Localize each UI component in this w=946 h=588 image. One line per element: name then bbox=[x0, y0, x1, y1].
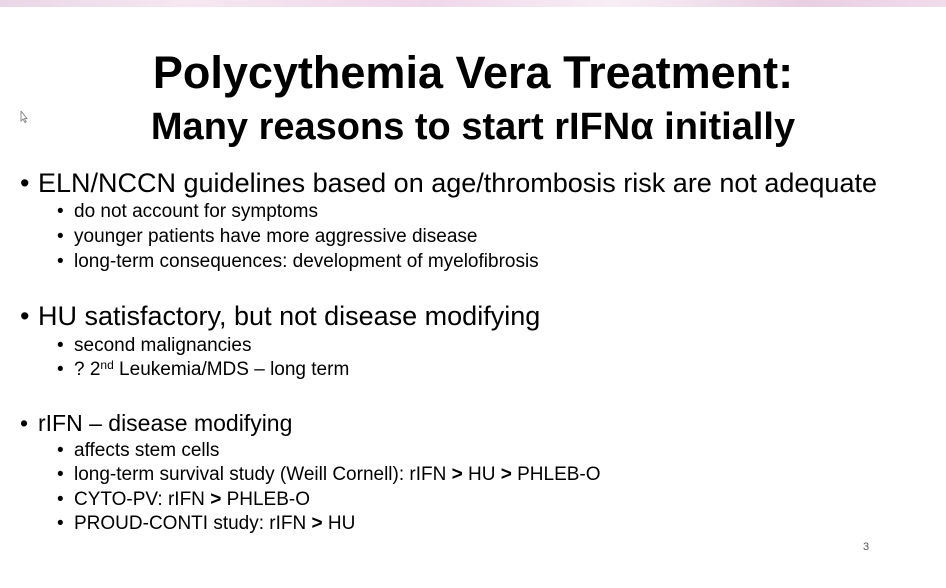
bullet-eln-nccn bbox=[20, 168, 877, 199]
slide-title bbox=[0, 47, 946, 148]
bullet-text: younger patients have more aggressive disease bbox=[74, 226, 478, 247]
bullet-dot: • bbox=[57, 226, 64, 247]
sub-bullet-second-malignancies bbox=[57, 335, 251, 357]
sub-bullet-younger-patients bbox=[57, 226, 477, 248]
sub-bullet-stem-cells bbox=[57, 440, 219, 462]
slide-page-number: 3 bbox=[863, 541, 870, 553]
bullet-hu-satisfactory bbox=[20, 301, 540, 332]
bullet-dot: • bbox=[57, 201, 64, 222]
top-decorative-strip bbox=[0, 0, 946, 7]
bullet-rifn-disease-modifying bbox=[20, 410, 292, 437]
comparison-text: CYTO-PV: rIFN bbox=[74, 489, 211, 510]
sub-bullet-myelofibrosis bbox=[57, 251, 539, 273]
bullet-text: long-term consequences: development of myelofibrosis bbox=[74, 251, 539, 272]
comparison-text: long-term survival study (Weill Cornell): rIFN bbox=[74, 464, 452, 485]
sub-bullet-symptoms bbox=[57, 201, 318, 223]
bullet-dot: • bbox=[20, 301, 30, 331]
comparison-text: HU bbox=[322, 513, 356, 534]
bullet-dot: • bbox=[57, 440, 64, 461]
comparison-text: PROUD-CONTI study: rIFN bbox=[74, 513, 312, 534]
greater-than-sign: > bbox=[210, 489, 222, 510]
ordinal-superscript: nd bbox=[100, 358, 114, 372]
bullet-text: second malignancies bbox=[74, 335, 252, 356]
bullet-text: affects stem cells bbox=[74, 440, 220, 461]
title-line-1: Polycythemia Vera Treatment: bbox=[152, 47, 794, 98]
bullet-dot: • bbox=[57, 359, 64, 380]
greater-than-sign: > bbox=[311, 513, 323, 534]
greater-than-sign: > bbox=[451, 464, 463, 485]
sub-bullet-cyto-pv bbox=[57, 489, 310, 511]
bullet-dot: • bbox=[57, 335, 64, 356]
comparison-text: PHLEB-O bbox=[221, 489, 310, 510]
leukemia-suffix: Leukemia/MDS – long term bbox=[113, 359, 350, 380]
title-line-2: Many reasons to start rIFNα initially bbox=[150, 106, 796, 148]
bullet-dot: • bbox=[57, 251, 64, 272]
sub-bullet-leukemia-mds bbox=[57, 359, 349, 381]
leukemia-prefix: ? 2 bbox=[74, 359, 101, 380]
bullet-dot: • bbox=[20, 168, 30, 198]
comparison-text: HU bbox=[462, 464, 501, 485]
bullet-dot: • bbox=[57, 513, 64, 534]
sub-bullet-survival-study bbox=[57, 464, 601, 486]
bullet-dot: • bbox=[57, 489, 64, 510]
sub-bullet-proud-conti bbox=[57, 513, 355, 535]
bullet-dot: • bbox=[57, 464, 64, 485]
bullet-text: rIFN – disease modifying bbox=[38, 410, 293, 436]
bullet-text: ELN/NCCN guidelines based on age/thrombosis risk are not adequate bbox=[38, 168, 877, 198]
bullet-text: do not account for symptoms bbox=[74, 201, 318, 222]
bullet-text: HU satisfactory, but not disease modifying bbox=[38, 301, 541, 331]
comparison-text: PHLEB-O bbox=[511, 464, 601, 485]
greater-than-sign: > bbox=[500, 464, 512, 485]
bullet-dot: • bbox=[20, 410, 29, 436]
